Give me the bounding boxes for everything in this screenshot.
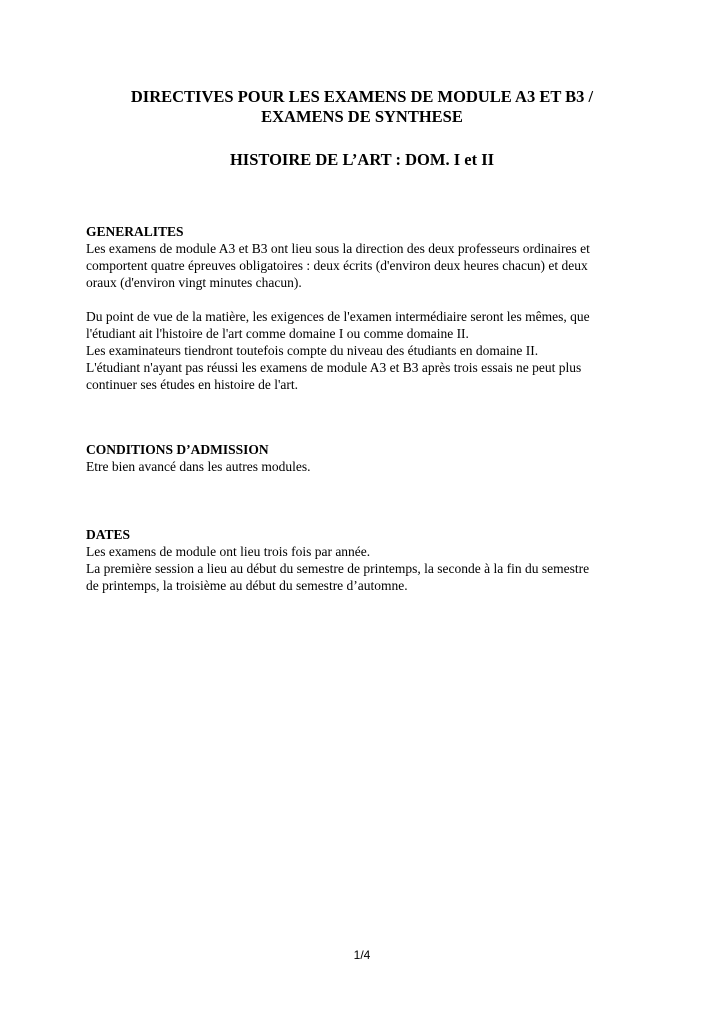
section-heading-conditions: CONDITIONS D’ADMISSION [86,442,269,457]
section-conditions [86,441,646,475]
section-heading-dates: DATES [86,527,131,542]
paragraph-line: La première session a lieu au début du semestre de printemps, la seconde à la fin du semestre [86,561,590,576]
paragraph-line: de printemps, la troisième au début du semestre d’automne. [86,578,408,593]
title-line-1: DIRECTIVES POUR LES EXAMENS DE MODULE A3 ET B3 / [130,87,594,106]
section-heading-generalites: GENERALITES [86,224,184,239]
paragraph-line: Du point de vue de la matière, les exigences de l'examen intermédiaire seront les mêmes, que [86,309,590,324]
page-number: 1/4 [353,948,371,962]
paragraph-line: comportent quatre épreuves obligatoires : deux écrits (d'environ deux heures chacun) et deux [86,258,588,273]
paragraph-line: Les examens de module ont lieu trois fois par année. [86,544,371,559]
section-dates [86,526,646,594]
paragraph-line: Les examens de module A3 et B3 ont lieu sous la direction des deux professeurs ordinaires et [86,241,590,256]
paragraph-line: Les examinateurs tiendront toutefois compte du niveau des étudiants en domaine II. [86,343,539,358]
paragraph-line: continuer ses études en histoire de l'art. [86,377,298,392]
section-generalites [86,223,646,393]
paragraph-line: l'étudiant ait l'histoire de l'art comme domaine I ou comme domaine II. [86,326,469,341]
subtitle: HISTOIRE DE L’ART : DOM. I et II [229,150,495,169]
paragraph-line: L'étudiant n'ayant pas réussi les examens de module A3 et B3 après trois essais ne peut plus [86,360,582,375]
paragraph-line: oraux (d'environ vingt minutes chacun). [86,275,302,290]
title-line-2: EXAMENS DE SYNTHESE [261,107,463,126]
paragraph-line: Etre bien avancé dans les autres modules. [86,459,311,474]
